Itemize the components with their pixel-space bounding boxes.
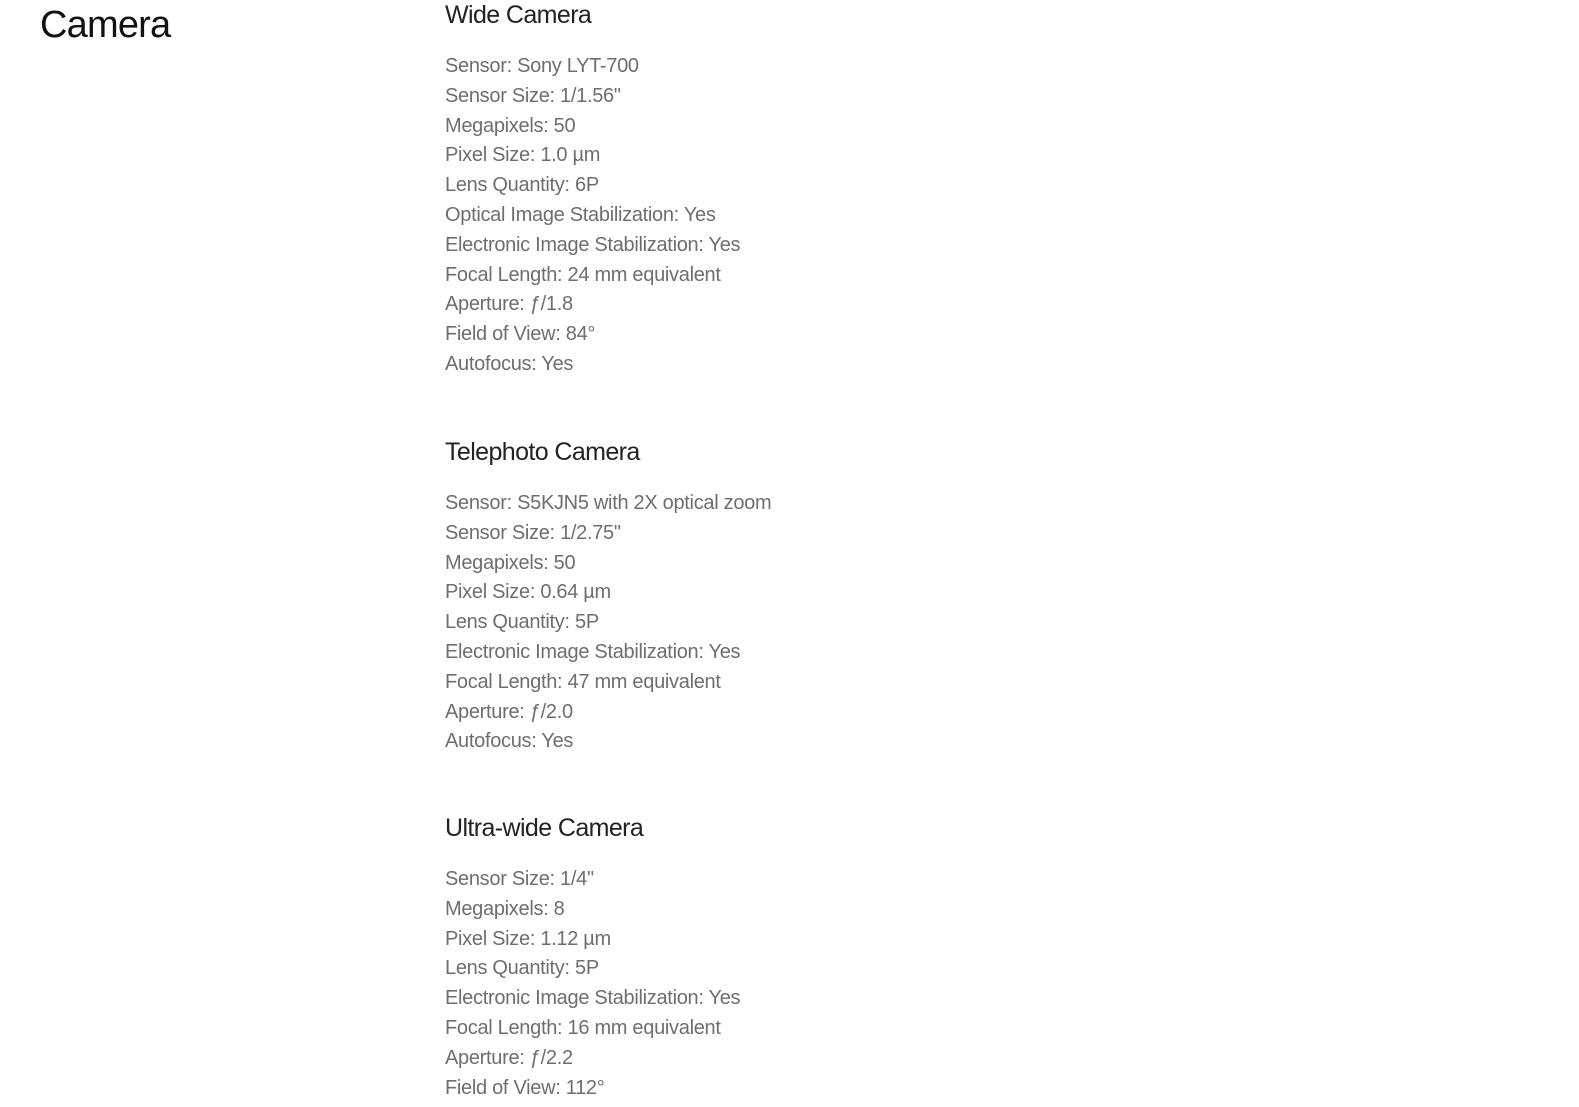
spec-focal-length: Focal Length: 24 mm equivalent — [445, 263, 721, 286]
spec-sensor: Sensor: S5KJN5 with 2X optical zoom — [445, 492, 772, 514]
spec-sensor-size: Sensor Size: 1/1.56" — [445, 84, 621, 107]
spec-megapixels: Megapixels: 50 — [445, 114, 576, 137]
spec-autofocus: Autofocus: Yes — [445, 730, 574, 753]
spec-pixel-size: Pixel Size: 0.64 µm — [445, 581, 611, 604]
telephoto-camera-group — [445, 437, 771, 757]
ultrawide-camera-title: Ultra-wide Camera — [445, 814, 644, 842]
spec-sensor: Sensor: Sony LYT-700 — [445, 55, 639, 77]
ultrawide-camera-spec-list — [445, 865, 740, 1103]
spec-ois: Optical Image Stabilization: Yes — [445, 203, 716, 226]
spec-aperture: Aperture: ƒ/2.2 — [445, 1046, 573, 1069]
spec-pixel-size: Pixel Size: 1.12 µm — [445, 927, 611, 950]
spec-lens-quantity: Lens Quantity: 5P — [445, 611, 599, 634]
spec-megapixels: Megapixels: 8 — [445, 897, 565, 920]
spec-eis: Electronic Image Stabilization: Yes — [445, 987, 741, 1010]
telephoto-camera-title: Telephoto Camera — [445, 438, 640, 466]
spec-field-of-view: Field of View: 84° — [445, 323, 596, 346]
spec-focal-length: Focal Length: 16 mm equivalent — [445, 1016, 721, 1039]
spec-autofocus: Autofocus: Yes — [445, 352, 574, 375]
section-title: Camera — [40, 4, 171, 46]
wide-camera-group — [445, 0, 740, 380]
spec-lens-quantity: Lens Quantity: 5P — [445, 957, 599, 980]
ultrawide-camera-group — [445, 813, 740, 1103]
spec-eis: Electronic Image Stabilization: Yes — [445, 640, 741, 663]
wide-camera-title: Wide Camera — [445, 1, 592, 29]
spec-aperture: Aperture: ƒ/1.8 — [445, 293, 573, 316]
spec-megapixels: Megapixels: 50 — [445, 551, 576, 574]
spec-focal-length: Focal Length: 47 mm equivalent — [445, 670, 721, 693]
wide-camera-spec-list — [445, 52, 740, 380]
spec-lens-quantity: Lens Quantity: 6P — [445, 174, 599, 197]
spec-sensor-size: Sensor Size: 1/2.75" — [445, 521, 621, 544]
spec-eis: Electronic Image Stabilization: Yes — [445, 233, 741, 256]
spec-sensor-size: Sensor Size: 1/4" — [445, 868, 594, 890]
spec-field-of-view: Field of View: 112° — [445, 1076, 605, 1099]
telephoto-camera-spec-list — [445, 489, 771, 757]
spec-pixel-size: Pixel Size: 1.0 µm — [445, 144, 601, 167]
spec-aperture: Aperture: ƒ/2.0 — [445, 700, 573, 723]
